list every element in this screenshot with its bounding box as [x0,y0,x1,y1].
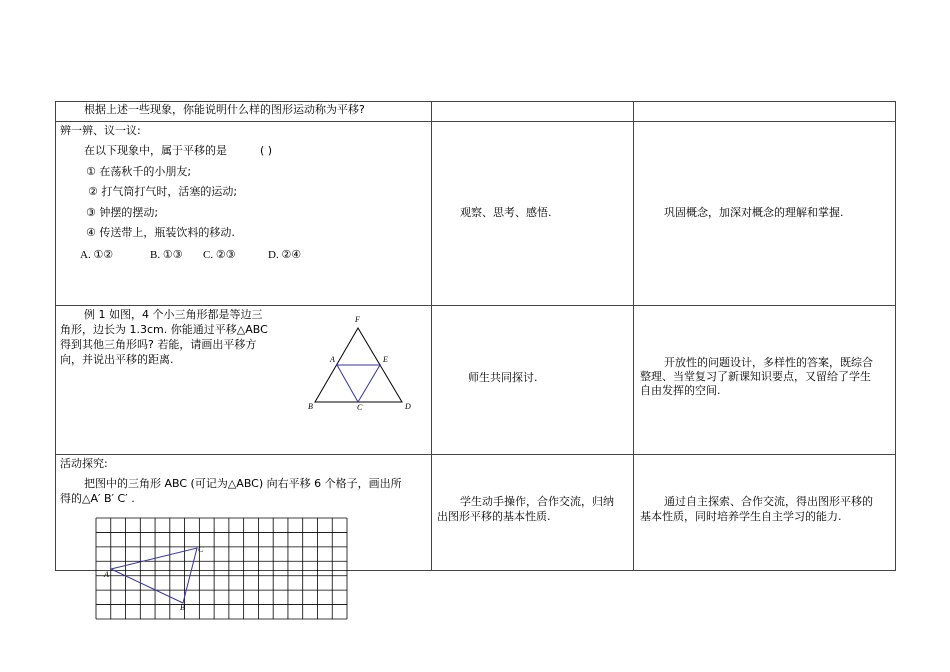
row4-task-line-2: 得的△A′ B′ C′ . [60,492,135,505]
label-a: A [330,355,335,364]
row4-student-line-2: 出图形平移的基本性质. [437,510,551,523]
label-c: C [357,403,363,412]
grid-label-a: A [104,570,109,579]
grid-label-c: C [198,545,204,554]
row2-design-intent: 巩固概念，加深对概念的理解和掌握. [664,206,844,219]
row3-example-line-2: 角形，边长为 1.3cm. 你能通过平移△ABC [60,323,268,336]
row3-intent-line-3: 自由发挥的空间. [640,384,721,397]
row4-student-line-1: 学生动手操作，合作交流，归纳 [460,495,614,508]
row3-student-activity: 师生共同探讨. [468,371,538,384]
inner-triangle-ace [337,365,380,402]
row4-intent-line-1: 通过自主探索、合作交流，得出图形平移的 [664,495,873,508]
row2-option-a: A. ①② [80,249,114,261]
row2-item-2: ② 打气筒打气时，活塞的运动; [88,185,238,198]
row2-item-1: ① 在荡秋千的小朋友; [86,165,192,178]
equilateral-triangle-figure [300,310,425,415]
grid-label-b: B [180,603,185,612]
row1-col3 [633,101,896,122]
row2-option-c: C. ②③ [203,249,236,261]
row4-intent-line-2: 基本性质，同时培养学生自主学习的能力. [640,510,842,523]
row3-intent-line-2: 整理、当堂复习了新课知识要点，又留给了学生 [640,370,871,383]
grid-figure [96,518,348,620]
row3-example-line-3: 得到其他三角形吗? 若能，请画出平移方 [60,338,257,351]
row2-heading: 辨一辨、议一议: [60,124,141,137]
row4-task-line-1: 把图中的三角形 ABC (可记为△ABC) 向右平移 6 个格子，画出所 [84,477,402,490]
row2-option-b: B. ①③ [150,249,183,261]
row2-prompt: 在以下现象中，属于平移的是 [84,144,227,157]
row2-item-3: ③ 钟摆的摆动; [86,206,159,219]
row1-question: 根据上述一些现象，你能说明什么样的图形运动称为平移? [84,103,365,116]
row2-student-activity: 观察、思考、感悟. [460,206,552,219]
row4-heading: 活动探究: [60,457,108,470]
row3-intent-line-1: 开放性的问题设计，多样性的答案，既综合 [664,356,873,369]
row3-example-line-1: 例 1 如图，4 个小三角形都是等边三 [84,308,263,321]
row2-option-d: D. ②④ [268,249,302,261]
row2-answer-paren: ( ) [260,144,273,157]
label-b: B [308,402,313,411]
row3-example-line-4: 向，并说出平移的距离. [60,353,174,366]
row2-item-4: ④ 传送带上，瓶装饮料的移动. [86,226,235,239]
row1-col2 [431,101,634,122]
label-d: D [405,402,411,411]
label-e: E [383,355,388,364]
label-f: F [355,315,360,324]
